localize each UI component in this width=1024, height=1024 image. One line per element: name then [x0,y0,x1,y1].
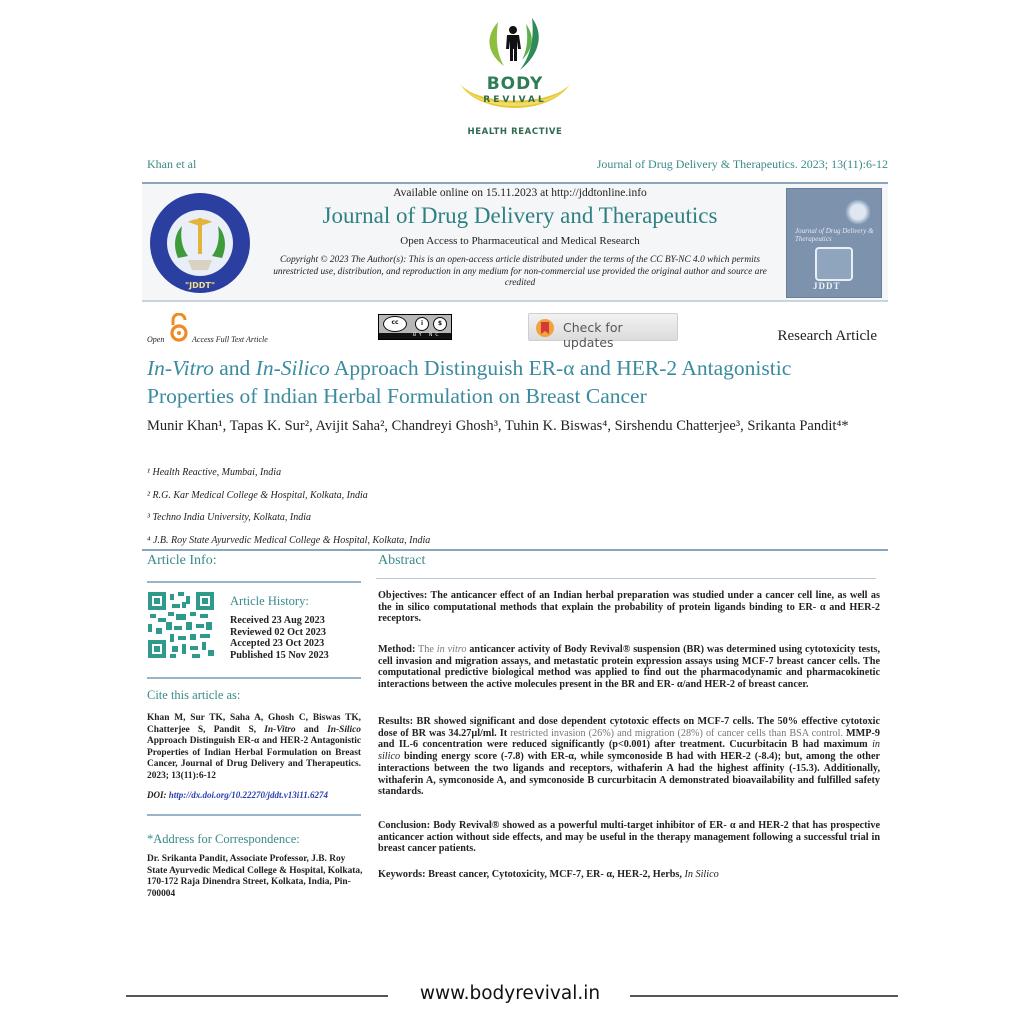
footer-rule-right [630,995,898,997]
article-info-heading: Article Info: [147,553,217,568]
body-revival-logo-icon [440,14,590,129]
journal-cover-thumbnail [786,188,882,298]
license-labels: BY NC [413,333,442,338]
journal-subtitle: Open Access to Pharmaceutical and Medical Research [400,235,640,247]
affiliation-3: ³ Techno India University, Kolkata, India [147,512,312,523]
article-title: In-Vitro and In-Silico Approach Distinguish ER-α and HER-2 Antagonistic Properties of Indian Herbal Formulation on Breast Cancer [147,356,792,408]
doi: DOI: http://dx.doi.org/10.22270/jddt.v13i11.6274 [147,790,329,800]
abstract-keywords: Keywords: Breast cancer, Cytotoxicity, MCF-7, ER- α, HER-2, Herbs, In Silico [378,869,719,880]
affiliation-2: ² R.G. Kar Medical College & Hospital, Kolkata, India [147,489,368,501]
abstract-conclusion: Conclusion: Body Revival® showed as a powerful multi-target inhibitor of ER- α and HER-2 that has prospective anticancer action without side effects, and may be useful in the therapy management following a successful trial in breast cancer patients. [378,820,880,855]
section-divider [142,549,888,551]
qr-code-icon[interactable] [148,592,214,658]
history-received: Received 23 Aug 2023 [230,615,325,626]
bookmark-update-icon [535,318,555,338]
cc-icon: cc [383,316,407,332]
svg-text:"JDDT": "JDDT" [184,281,216,290]
brand-tagline: HEALTH REACTIVE [467,127,563,137]
cover-abbrev: JDDT [813,281,841,291]
cover-flower-icon [845,199,871,225]
available-online: Available online on 15.11.2023 at http://jddtonline.info [393,187,647,199]
cover-emblem-icon [815,247,853,281]
open-access-badge [147,313,307,345]
divider [376,578,876,579]
cc-by-nc-license-badge[interactable] [378,314,452,340]
non-commercial-icon: $ [433,317,447,331]
doi-link[interactable]: http://dx.doi.org/10.22270/jddt.v13i11.6274 [168,790,329,800]
open-label: Open [147,335,165,344]
running-header-authors: Khan et al [147,157,197,171]
correspondence-address: Dr. Srikanta Pandit, Associate Professor, J.B. Roy State Ayurvedic Medical College & Hospital, Kolkata, 170-172 Raja Dinendra Street, Kolkata, India, Pin-700004 [147,854,363,899]
divider [147,814,361,816]
brand-name: BODY [486,74,544,94]
running-header-citation: Journal of Drug Delivery & Therapeutics. 2023; 13(11):6-12 [596,157,888,171]
footer-rule-left [126,995,388,997]
open-access-lock-icon [169,313,189,343]
correspondence-title: *Address for Correspondence: [147,832,300,846]
check-for-updates-button[interactable] [528,313,678,350]
history-accepted: Accepted 23 Oct 2023 [230,638,325,650]
running-header [147,157,888,171]
brand-logo [440,14,590,137]
affiliation-1: ¹ Health Reactive, Mumbai, India [147,467,282,478]
brand-sub: REVIVAL [483,95,547,105]
footer-website-link[interactable]: www.bodyrevival.in [419,983,601,1004]
history-published: Published 15 Nov 2023 [230,649,329,661]
abstract-results: Results: BR showed significant and dose dependent cytotoxic effects on MCF-7 cells. The 50% effective cytotoxic dose of BR was 34.27µl/ml. It restricted invasion (26%) and migration (28%) of cancer cells than BSA control. MMP-9 and IL-6 concentration were reduced significantly (p<0.001) after treatment. Cucurbitacin B had maximum in silico binding energy score (-7.8) with ER-α, while symconoside B had with HER-2 (-8.4); but, among the other interactions between the two ligands and receptors, withaferin A had the highest affinity (-15.3). Additionally, withaferin A, symconoside A, and symconoside B curcurbitacin A demonstrated bioavailability and fulfilled safety standards. [378,716,880,798]
history-reviewed: Reviewed 02 Oct 2023 [230,626,326,638]
copyright-notice: Copyright © 2023 The Author(s): This is an open-access article distributed under the terms of the CC BY-NC 4.0 which permits unrestricted use, distribution, and reproduction in any medium for non-commercial use provided the original author and source are credited [273,255,767,288]
check-for-updates-label: Check for updates [563,320,623,350]
divider [147,581,361,583]
divider [147,677,361,679]
citation-text: Khan M, Sur TK, Saha A, Ghosh C, Biswas TK, Chatterjee S, Pandit S, In-Vitro and In-Silico Approach Distinguish ER-α and HER-2 Antagonistic Properties of Indian Herbal Formulation on Breast Cancer, Journal of Drug Delivery and Therapeutics. 2023; 13(11):6-12 [147,713,361,781]
access-label: Access Full Text Article [192,335,268,344]
article-history-list [230,615,329,661]
cite-title: Cite this article as: [147,688,241,702]
abstract-method: Method: The in vitro anticancer activity of Body Revival® suspension (BR) was determined using cytotoxicity tests, cell invasion and migration assays, and metastatic protein expression assays using MCF-7 breast cancer cells. The computational predictive biological method was applied to find out the pharmacodynamic and pharmacokinetic interactions between the active molecules present in the BR and ER- α/and HER-2 of breast cancer. [378,644,880,691]
abstract-objectives: Objectives: The anticancer effect of an Indian herbal preparation was studied under a cancer cell line, as well as the in silico computational methods that explain the probability of protein ligands binding to ER- α and HER-2 receptors. [378,590,880,625]
abstract-heading: Abstract [378,553,426,568]
affiliation-4: ⁴ J.B. Roy State Ayurvedic Medical College & Hospital, Kolkata, India [147,534,431,546]
article-type: Research Article [777,328,877,344]
article-history-title: Article History: [230,594,309,608]
journal-banner [142,182,888,302]
affiliations [147,462,430,552]
journal-title: Journal of Drug Delivery and Therapeutics [322,203,718,228]
jddt-seal-icon [148,188,252,298]
by-attribution-icon: i [415,317,429,331]
banner-text [262,184,778,290]
author-list: Munir Khan¹, Tapas K. Sur², Avijit Saha², Chandreyi Ghosh³, Tuhin K. Biswas⁴, Sirshendu Chatterjee³, Srikanta Pandit⁴* [147,418,849,434]
cover-title: Journal of Drug Delivery & Therapeutics [795,227,874,243]
